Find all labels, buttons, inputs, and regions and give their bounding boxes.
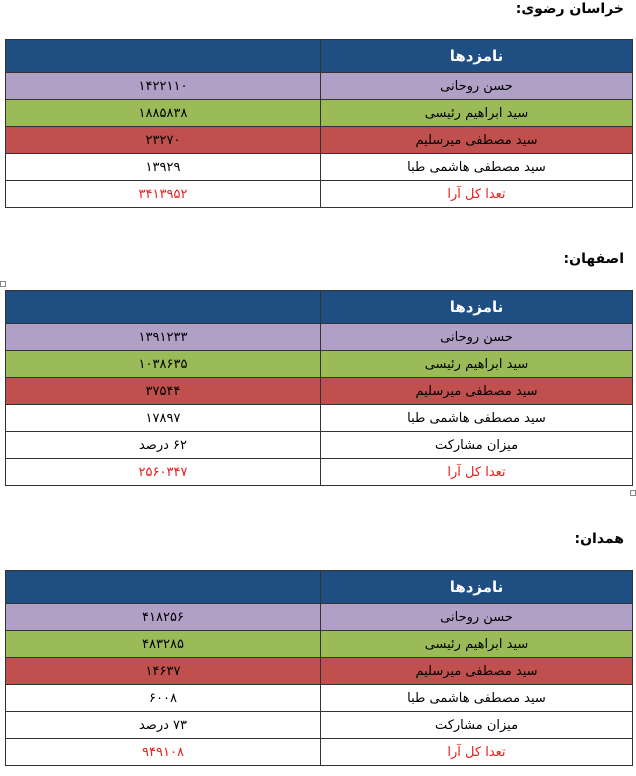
section-title-khorasan: خراسان رضوی:: [515, 1, 624, 17]
vote-count: ۴۱۸۲۵۶: [6, 604, 321, 631]
total-row: [6, 181, 633, 208]
vote-count: ۱۳۹۱۲۳۳: [6, 324, 321, 351]
table-row: [6, 631, 633, 658]
vote-count: ۱۴۶۳۷: [6, 658, 321, 685]
vote-count: ۱۰۳۸۶۳۵: [6, 351, 321, 378]
value-header: [6, 291, 321, 324]
total-value: ۹۴۹۱۰۸: [6, 739, 321, 766]
total-label: تعدا کل آرا: [321, 459, 633, 486]
results-table-isfahan: [5, 290, 633, 486]
table-header-row: [6, 571, 633, 604]
section-title-hamedan: همدان:: [574, 531, 624, 547]
total-label: تعدا کل آرا: [321, 739, 633, 766]
candidate-name: حسن روحانی: [321, 73, 633, 100]
total-row: [6, 739, 633, 766]
candidate-name: حسن روحانی: [321, 604, 633, 631]
participation-row: [6, 432, 633, 459]
vote-count: ۱۷۸۹۷: [6, 405, 321, 432]
candidate-name: سید مصطفی هاشمی طبا: [321, 154, 633, 181]
total-row: [6, 459, 633, 486]
table-row: [6, 604, 633, 631]
candidate-name: سید مصطفی هاشمی طبا: [321, 405, 633, 432]
candidate-name: سید مصطفی میرسلیم: [321, 378, 633, 405]
candidate-name: سید مصطفی هاشمی طبا: [321, 685, 633, 712]
candidate-name: سید ابراهیم رئیسی: [321, 100, 633, 127]
value-header: [6, 40, 321, 73]
table-row: [6, 154, 633, 181]
participation-value: ۶۲ درصد: [6, 432, 321, 459]
candidates-header: نامزدها: [321, 291, 633, 324]
participation-row: [6, 712, 633, 739]
vote-count: ۱۴۲۲۱۱۰: [6, 73, 321, 100]
table-header-row: [6, 40, 633, 73]
vote-count: ۲۳۲۷۰: [6, 127, 321, 154]
results-table-khorasan: [5, 39, 633, 208]
vote-count: ۱۸۸۵۸۳۸: [6, 100, 321, 127]
results-table-hamedan: [5, 570, 633, 766]
table-row: [6, 685, 633, 712]
participation-label: میزان مشارکت: [321, 712, 633, 739]
table-resize-handle-icon[interactable]: [630, 490, 636, 496]
table-row: [6, 658, 633, 685]
table-move-handle-icon[interactable]: [0, 281, 6, 287]
vote-count: ۴۸۳۲۸۵: [6, 631, 321, 658]
participation-value: ۷۳ درصد: [6, 712, 321, 739]
table-row: [6, 127, 633, 154]
candidate-name: سید ابراهیم رئیسی: [321, 631, 633, 658]
candidates-header: نامزدها: [321, 571, 633, 604]
participation-label: میزان مشارکت: [321, 432, 633, 459]
total-value: ۲۵۶۰۳۴۷: [6, 459, 321, 486]
table-row: [6, 351, 633, 378]
section-title-isfahan: اصفهان:: [563, 251, 624, 267]
candidate-name: سید مصطفی میرسلیم: [321, 658, 633, 685]
table-row: [6, 324, 633, 351]
table-row: [6, 405, 633, 432]
candidate-name: حسن روحانی: [321, 324, 633, 351]
total-value: ۳۴۱۳۹۵۲: [6, 181, 321, 208]
table-row: [6, 378, 633, 405]
vote-count: ۶۰۰۸: [6, 685, 321, 712]
table-header-row: [6, 291, 633, 324]
vote-count: ۳۷۵۴۴: [6, 378, 321, 405]
candidate-name: سید ابراهیم رئیسی: [321, 351, 633, 378]
table-row: [6, 73, 633, 100]
value-header: [6, 571, 321, 604]
candidate-name: سید مصطفی میرسلیم: [321, 127, 633, 154]
candidates-header: نامزدها: [321, 40, 633, 73]
total-label: تعدا کل آرا: [321, 181, 633, 208]
table-row: [6, 100, 633, 127]
vote-count: ۱۳۹۲۹: [6, 154, 321, 181]
